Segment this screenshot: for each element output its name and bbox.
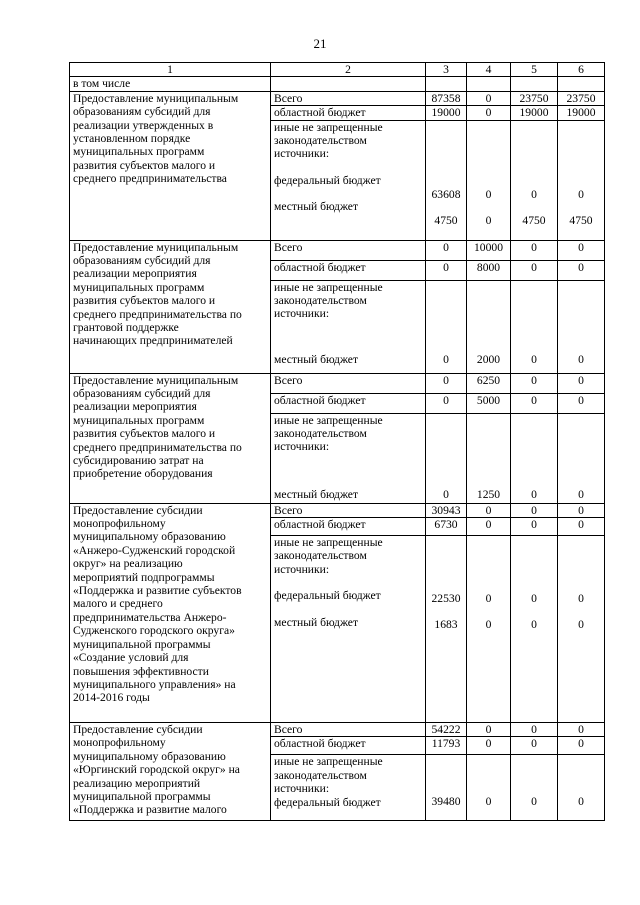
value-cell: 0 [485, 795, 492, 809]
source-label: местный бюджет [274, 615, 359, 629]
value-cell: 0 [558, 518, 605, 536]
value-cell: 11793 [426, 737, 467, 755]
program-description: Предоставление муниципальным образованиям субсидий для реализации мероприятия муниципальных программ развития субъектов малого и среднего предпринимательства по субсидированию затрат на приобретение оборудования [70, 373, 271, 503]
value-cell: 19000 [511, 106, 558, 120]
value-cell: 0 [511, 240, 558, 260]
other-sources-label: иные не запрещенные законодательством источники: [274, 280, 383, 321]
value-cell: 0 [511, 518, 558, 536]
table-row [70, 240, 605, 260]
value-cell: 0 [467, 91, 511, 105]
source-label: федеральный бюджет [274, 173, 381, 187]
value-cell: 10000 [467, 240, 511, 260]
value-cell: 19000 [426, 106, 467, 120]
header-row [70, 63, 605, 77]
value-cell: 0 [485, 592, 492, 606]
source-label: областной бюджет [271, 737, 426, 755]
other-sources-label: иные не запрещенные законодательством источники: [274, 755, 383, 796]
value-cell: 1250 [476, 487, 501, 501]
value-cell: 63608 [431, 187, 461, 201]
program-description: Предоставление субсидии монопрофильному муниципальному образованию «Анжеро-Судженский городской округ» на реализацию мероприятий подпрограммы «Поддержка и развитие субъектов малого и среднего предпринимательства Анжеро- Судженского городского округа» муниципальной программы «Создание условий для повышения эффективности муниципального управления» на 2014-2016 годы [70, 503, 271, 722]
source-label: Всего [271, 723, 426, 737]
value-cell: 0 [531, 352, 537, 366]
other-sources-label: иные не запрещенные законодательством источники: [274, 536, 383, 576]
value-cell: 30943 [426, 503, 467, 517]
value-cell: 0 [558, 260, 605, 280]
source-label: местный бюджет [274, 352, 359, 366]
value-cell: 0 [485, 618, 492, 632]
value-cell: 0 [578, 592, 584, 606]
value-cell: 0 [578, 618, 584, 632]
header-cell: 3 [426, 63, 467, 77]
value-cell: 23750 [558, 91, 605, 105]
value-cell: 0 [511, 737, 558, 755]
value-cell: 0 [511, 393, 558, 413]
value-cell: 1683 [434, 618, 458, 632]
value-cell: 0 [511, 723, 558, 737]
value-cell: 0 [467, 723, 511, 737]
header-cell: 6 [558, 63, 605, 77]
value-cell: 39480 [431, 795, 461, 809]
program-description: Предоставление муниципальным образованиям субсидий для реализации утвержденных в установленном порядке муниципальных программ развития субъектов малого и среднего предпринимательства [70, 91, 271, 240]
value-cell: 19000 [558, 106, 605, 120]
header-cell: 5 [511, 63, 558, 77]
other-sources-label: иные не запрещенные законодательством источники: [274, 413, 383, 454]
value-cell: 22530 [431, 592, 461, 606]
value-cell: 54222 [426, 723, 467, 737]
table-row [70, 91, 605, 105]
value-cell: 0 [443, 487, 449, 501]
source-label: Всего [271, 503, 426, 517]
source-label: областной бюджет [271, 518, 426, 536]
value-cell: 0 [578, 795, 584, 809]
value-cell: 0 [531, 795, 537, 809]
table-row [70, 723, 605, 737]
value-cell: 0 [558, 373, 605, 393]
value-cell: 6730 [426, 518, 467, 536]
value-cell: 0 [558, 503, 605, 517]
in-that-number-label: в том числе [70, 77, 271, 91]
other-sources-cell [271, 536, 426, 723]
value-cell: 0 [426, 373, 467, 393]
program-description: Предоставление муниципальным образованиям субсидий для реализации мероприятия муниципальных программ развития субъектов малого и среднего предпринимательства по грантовой поддержке начинающих предпринимателей [70, 240, 271, 373]
subheader-row [70, 77, 605, 91]
value-cell: 0 [558, 240, 605, 260]
value-cell: 0 [485, 214, 492, 228]
other-sources-cell [271, 755, 426, 821]
value-cell: 87358 [426, 91, 467, 105]
source-label: федеральный бюджет [274, 589, 381, 603]
value-cell: 0 [467, 503, 511, 517]
value-cell: 4750 [522, 214, 546, 228]
value-cell: 0 [558, 737, 605, 755]
value-cell: 0 [558, 393, 605, 413]
value-cell: 0 [578, 352, 584, 366]
source-label: местный бюджет [274, 200, 359, 214]
source-label: областной бюджет [271, 106, 426, 120]
other-sources-cell [271, 280, 426, 373]
value-cell: 0 [426, 260, 467, 280]
value-cell: 0 [578, 487, 584, 501]
value-cell: 8000 [467, 260, 511, 280]
value-cell: 5000 [467, 393, 511, 413]
other-sources-cell [271, 413, 426, 503]
value-cell: 2000 [476, 352, 501, 366]
value-cell: 0 [467, 737, 511, 755]
other-sources-cell [271, 120, 426, 240]
header-cell: 2 [271, 63, 426, 77]
source-label: областной бюджет [271, 260, 426, 280]
program-description: Предоставление субсидии монопрофильному муниципальному образованию «Юргинский городской округ» на реализацию мероприятий муниципальной программы «Поддержка и развитие малого [70, 723, 271, 821]
budget-table [69, 62, 605, 821]
value-cell: 0 [443, 352, 449, 366]
value-cell: 0 [558, 723, 605, 737]
header-cell: 1 [70, 63, 271, 77]
source-label: федеральный бюджет [274, 795, 381, 809]
value-cell: 0 [467, 518, 511, 536]
source-label: Всего [271, 373, 426, 393]
value-cell: 0 [531, 487, 537, 501]
value-cell: 23750 [511, 91, 558, 105]
value-cell: 0 [531, 618, 537, 632]
value-cell: 0 [511, 260, 558, 280]
value-cell: 4750 [434, 214, 458, 228]
page-number: 21 [313, 36, 327, 51]
value-cell: 0 [426, 240, 467, 260]
header-cell: 4 [467, 63, 511, 77]
value-cell: 0 [467, 106, 511, 120]
source-label: областной бюджет [271, 393, 426, 413]
value-cell: 0 [578, 187, 584, 201]
value-cell: 0 [531, 187, 537, 201]
source-label: Всего [271, 240, 426, 260]
value-cell: 0 [531, 592, 537, 606]
source-label: Всего [271, 91, 426, 105]
table-row [70, 373, 605, 393]
value-cell: 4750 [569, 214, 593, 228]
value-cell: 0 [426, 393, 467, 413]
value-cell: 6250 [467, 373, 511, 393]
other-sources-label: иные не запрещенные законодательством источники: [274, 120, 383, 161]
table-row [70, 503, 605, 517]
value-cell: 0 [511, 503, 558, 517]
source-label: местный бюджет [274, 487, 359, 501]
value-cell: 0 [511, 373, 558, 393]
value-cell: 0 [485, 187, 492, 201]
